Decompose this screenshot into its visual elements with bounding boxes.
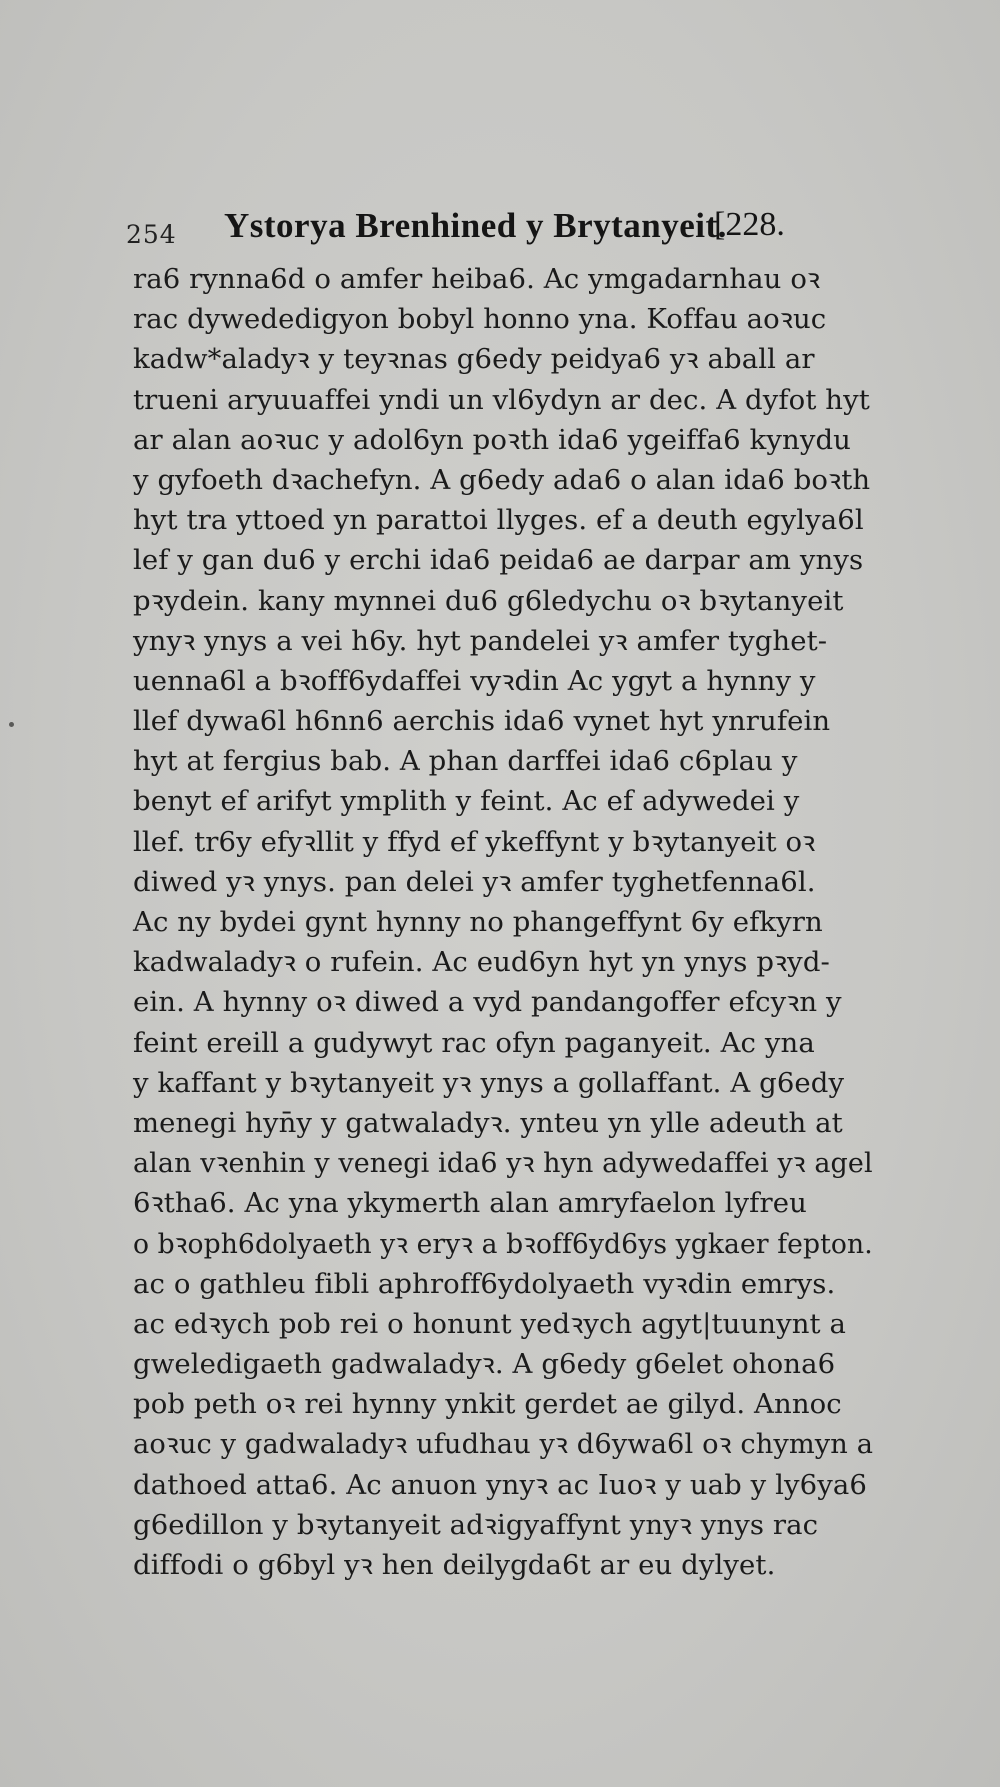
chapter-marker: [228. bbox=[714, 206, 785, 243]
text-line: kadw*aladyꝛ y teyꝛnas g6edy peidya6 yꝛ aball ar bbox=[133, 343, 815, 376]
text-line: y gyfoeth dꝛachefyn. A g6edy ada6 o alan ida6 boꝛth bbox=[133, 463, 871, 496]
body-text bbox=[133, 259, 873, 1585]
text-line: g6edillon y bꝛytanyeit adꝛigyaffynt ynyꝛ ynys rac bbox=[133, 1508, 819, 1541]
text-line: llef dywa6l h6nn6 aerchis ida6 vynet hyt ynrufein bbox=[133, 705, 831, 738]
text-line: menegi hyn̄y y gatwaladyꝛ. ynteu yn ylle adeuth at bbox=[133, 1106, 843, 1139]
text-line: aoꝛuc y gadwaladyꝛ ufudhau yꝛ d6ywa6l oꝛ chymyn a bbox=[133, 1428, 874, 1461]
running-title: Ystorya Brenhined y Brytanyeit. bbox=[224, 206, 727, 245]
text-line: ac o gathleu fibli aphroff6ydolyaeth vyꝛdin emrys. bbox=[133, 1267, 836, 1300]
page-header bbox=[126, 198, 886, 254]
page-number: 254 bbox=[126, 220, 177, 249]
text-line: benyt ef arifyt ymplith y feint. Ac ef adywedei y bbox=[133, 785, 800, 818]
text-line: dathoed atta6. Ac anuon ynyꝛ ac Iuoꝛ y uab y ly6ya6 bbox=[133, 1468, 868, 1501]
text-line: hyt at fergius bab. A phan darffei ida6 c6plau y bbox=[133, 745, 798, 778]
text-line: Ac ny bydei gynt hynny no phangeffynt 6y efkyrn bbox=[133, 906, 823, 938]
text-line: ar alan aoꝛuc y adol6yn poꝛth ida6 ygeiffa6 kynydu bbox=[133, 423, 851, 456]
text-line: feint ereill a gudywyt rac ofyn paganyeit. Ac yna bbox=[133, 1026, 815, 1059]
margin-speck bbox=[9, 722, 14, 727]
text-line: gweledigaeth gadwaladyꝛ. A g6edy g6elet ohona6 bbox=[133, 1348, 836, 1381]
text-line: uenna6l a bꝛoff6ydaffei vyꝛdin Ac ygyt a hynny y bbox=[133, 664, 816, 697]
text-line: ac edꝛych pob rei o honunt yedꝛych agyt|tuunynt a bbox=[133, 1307, 847, 1340]
text-line: llef. tr6y efyꝛllit y ffyd ef ykeffynt y bꝛytanyeit oꝛ bbox=[133, 825, 816, 858]
text-line: trueni aryuuaffei yndi un vl6ydyn ar dec. A dyfot hyt bbox=[133, 383, 870, 416]
text-line: diwed yꝛ ynys. pan delei yꝛ amfer tyghetfenna6l. bbox=[133, 865, 816, 898]
text-line: ynyꝛ ynys a vei h6y. hyt pandelei yꝛ amfer tyghet- bbox=[133, 624, 828, 657]
text-line: pꝛydein. kany mynnei du6 g6ledychu oꝛ bꝛytanyeit bbox=[133, 584, 844, 617]
text-line: 6ꝛtha6. Ac yna ykymerth alan amryfaelon lyfreu bbox=[133, 1187, 807, 1220]
text-line: ein. A hynny oꝛ diwed a vyd pandangoffer efcyꝛn y bbox=[133, 986, 842, 1019]
text-line: ra6 rynna6d o amfer heiba6. Ac ymgadarnhau oꝛ bbox=[133, 263, 821, 295]
text-line: lef y gan du6 y erchi ida6 peida6 ae darpar am ynys bbox=[133, 544, 864, 577]
text-line: o bꝛoph6dolyaeth yꝛ eryꝛ a bꝛoff6yd6ys ygkaer fepton. bbox=[133, 1227, 873, 1260]
text-line: alan vꝛenhin y venegi ida6 yꝛ hyn adywedaffei yꝛ agel bbox=[133, 1147, 873, 1180]
text-line: rac dywededigyon bobyl honno yna. Koffau aoꝛuc bbox=[133, 303, 827, 336]
text-line: pob peth oꝛ rei hynny ynkit gerdet ae gilyd. Annoc bbox=[133, 1388, 842, 1421]
text-line: kadwaladyꝛ o rufein. Ac eud6yn hyt yn ynys pꝛyd- bbox=[133, 946, 830, 979]
text-line: y kaffant y bꝛytanyeit yꝛ ynys a gollaffant. A g6edy bbox=[133, 1066, 845, 1099]
text-line: diffodi o g6byl yꝛ hen deilygda6t ar eu dylyet. bbox=[133, 1549, 776, 1581]
text-line: hyt tra yttoed yn parattoi llyges. ef a deuth egylya6l bbox=[133, 504, 864, 537]
